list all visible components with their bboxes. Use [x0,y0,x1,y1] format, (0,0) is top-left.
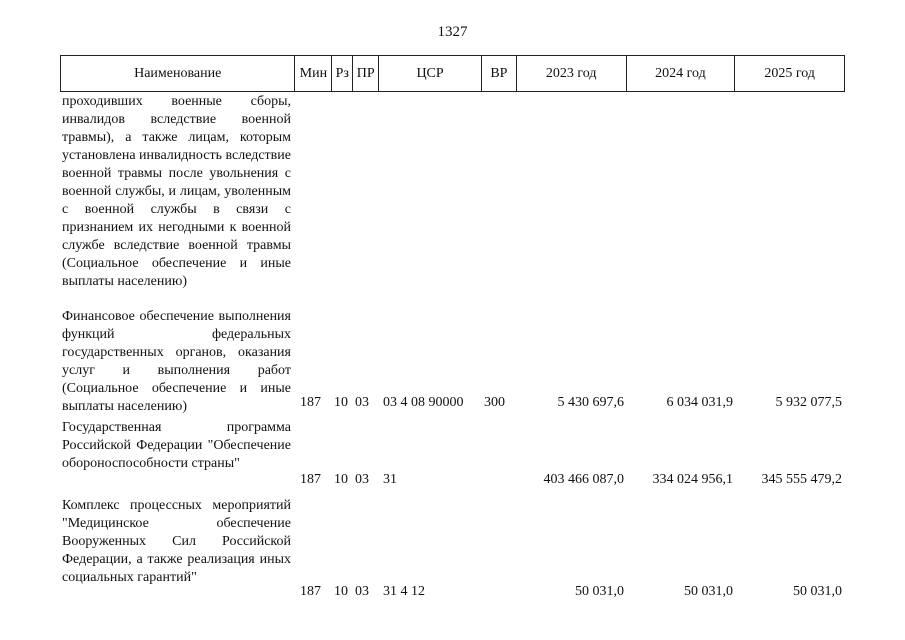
header-csr: ЦСР [379,56,482,91]
header-2025: 2025 год [764,65,815,81]
cell-min: 187 [300,472,321,487]
cell-2024: 334 024 956,1 [652,472,733,487]
cell-csr: 31 4 12 [383,584,425,599]
cell-2023: 403 466 087,0 [543,472,624,487]
cell-min: 187 [300,584,321,599]
table-header [60,55,845,92]
cell-2025: 50 031,0 [793,584,842,599]
cell-2023: 50 031,0 [575,584,624,599]
table-row [0,308,905,414]
header-rz: Рз [332,56,353,91]
header-min: Мин [295,56,332,91]
cell-vr: 300 [484,395,505,410]
row-name: Государственная программа Российской Федерации "Обеспечение обороноспособности страны" [62,420,291,471]
row-name: Финансовое обеспечение выполнения функций федеральных государственных органов, оказания услуг и выполнения работ (Социальное обеспечение и иные выплаты населению) [62,309,291,414]
cell-pr: 03 [355,584,369,599]
cell-rz: 10 [334,395,348,410]
row-name: проходивших военные сборы, инвалидов вследствие военной травмы), а также лицам, которым установлена инвалидность вследствие военной травмы после увольнения с военной службы, и лицам, уволенным с военной службы в связи с признанием их негодными к военной службе вследствие военной травмы (Социальное обеспечение и иные выплаты населению) [62,94,291,289]
cell-pr: 03 [355,395,369,410]
header-name: Наименование [61,56,295,91]
header-vr: ВР [482,56,517,91]
cell-rz: 10 [334,472,348,487]
table-row [0,419,905,491]
cell-csr: 31 [383,472,397,487]
cell-2025: 5 932 077,5 [775,395,842,410]
page-number: 1327 [437,24,468,40]
cell-2023: 5 430 697,6 [557,395,624,410]
header-2024: 2024 год [627,56,736,91]
cell-rz: 10 [334,584,348,599]
table-row [0,93,905,303]
cell-min: 187 [300,395,321,410]
header-2023: 2023 год [517,56,627,91]
table-row [0,497,905,603]
header-pr: ПР [353,56,379,91]
row-name: Комплекс процессных мероприятий "Медицинское обеспечение Вооруженных Сил Российской Федерации, а также реализация иных социальных гарантий" [62,498,291,585]
cell-2024: 50 031,0 [684,584,733,599]
cell-2024: 6 034 031,9 [666,395,733,410]
cell-2025: 345 555 479,2 [761,472,842,487]
cell-pr: 03 [355,472,369,487]
cell-csr: 03 4 08 90000 [383,395,464,410]
